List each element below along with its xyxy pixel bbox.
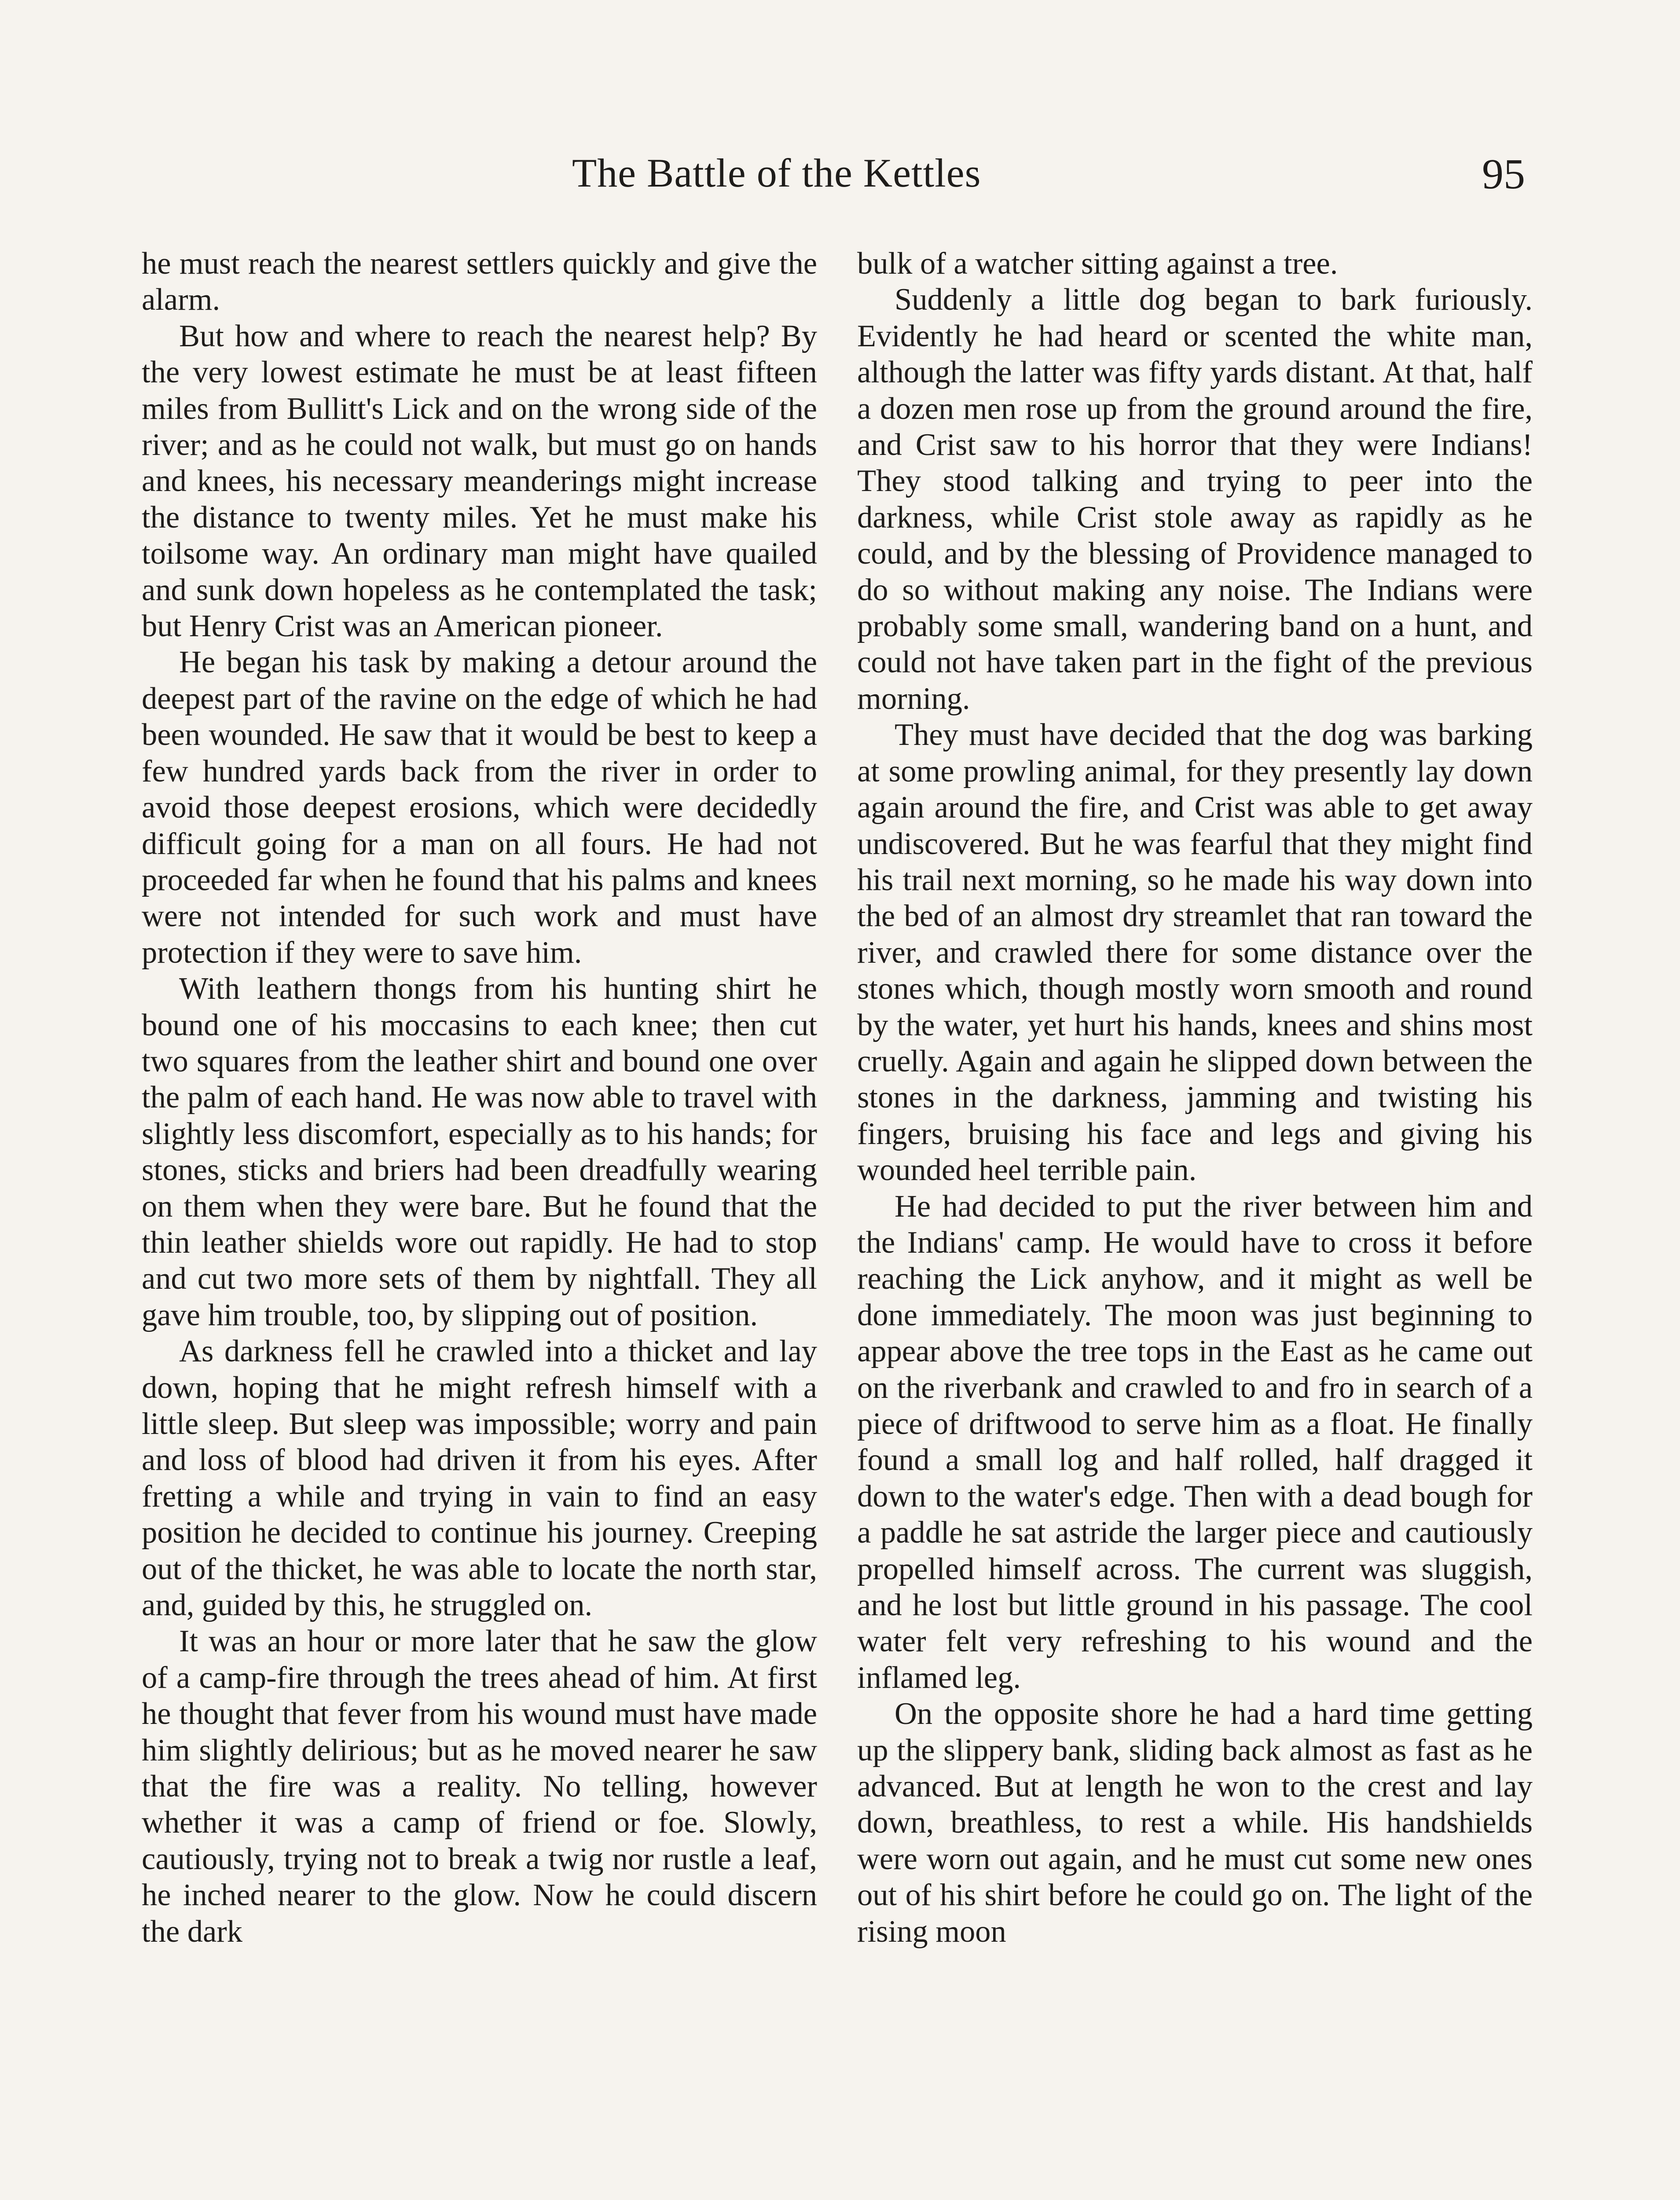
paragraph: They must have decided that the dog was barking at some prowling animal, for they presently lay down again around the fire, and Crist was able to get away undiscovered. But he was fearful that they might find his trail next morning, so he made his way down into the bed of an almost dry streamlet that ran toward the river, and crawled there for some distance over the stones which, though mostly worn smooth and round by the water, yet hurt his hands, knees and shins most cruelly. Again and again he slipped down between the stones in the darkness, jamming and twisting his fingers, bruising his face and legs and giving his wounded heel terrible pain. xyxy=(857,718,1533,1188)
paragraph: he must reach the nearest settlers quickly and give the alarm. xyxy=(142,246,817,317)
paragraph: bulk of a watcher sitting against a tree. xyxy=(857,246,1338,281)
paragraph: With leathern thongs from his hunting shirt he bound one of his moccasins to each knee; then cut two squares from the leather shirt and bound one over the palm of each hand. He was now able to travel with slightly less discomfort, especially as to his hands; for stones, sticks and briers had been dreadfully wearing on them when they were bare. But he found that the thin leather shields wore out rapidly. He had to stop and cut two more sets of them by nightfall. They all gave him trouble, too, by slipping out of position. xyxy=(142,972,817,1332)
paragraph: He had decided to put the river between him and the Indians' camp. He would have to cross it before reaching the Lick anyhow, and it might as well be done immediately. The moon was just beginning to appear above the tree tops in the East as he came out on the riverbank and crawled to and fro in search of a piece of driftwood to serve him as a float. He finally found a small log and half rolled, half dragged it down to the water's edge. Then with a dead bough for a paddle he sat astride the larger piece and cautiously propelled himself across. The current was sluggish, and he lost but little ground in his passage. The cool water felt very refreshing to his wound and the inflamed leg. xyxy=(857,1189,1533,1695)
running-title: The Battle of the Kettles xyxy=(572,150,981,195)
page-number: 95 xyxy=(1482,150,1525,198)
paragraph: Suddenly a little dog began to bark furiously. Evidently he had heard or scented the white man, although the latter was fifty yards distant. At that, half a dozen men rose up from the ground around the fire, and Crist saw to his horror that they were Indians! They stood talking and trying to peer into the darkness, while Crist stole away as rapidly as he could, and by the blessing of Providence managed to do so without making any noise. The Indians were probably some small, wandering band on a hunt, and could not have taken part in the fight of the previous morning. xyxy=(857,282,1533,716)
paragraph: It was an hour or more later that he saw the glow of a camp-fire through the trees ahead of him. At first he thought that fever from his wound must have made him slightly delirious; but as he moved nearer he saw that the fire was a reality. No telling, however whether it was a camp of friend or foe. Slowly, cautiously, trying not to break a twig nor rustle a leaf, he inched nearer to the glow. Now he could discern the dark xyxy=(142,1624,817,1949)
right-column xyxy=(857,246,1533,2200)
left-column xyxy=(142,246,817,2200)
paragraph: As darkness fell he crawled into a thicket and lay down, hoping that he might refresh himself with a little sleep. But sleep was impossible; worry and pain and loss of blood had driven it from his eyes. After fretting a while and trying in vain to find an easy position he decided to continue his journey. Creeping out of the thicket, he was able to locate the north star, and, guided by this, he struggled on. xyxy=(142,1334,817,1623)
paragraph: He began his task by making a detour around the deepest part of the ravine on the edge of which he had been wounded. He saw that it would be best to keep a few hundred yards back from the river in order to avoid those deepest erosions, which were decidedly difficult going for a man on all fours. He had not proceeded far when he found that his palms and knees were not intended for such work and must have protection if they were to save him. xyxy=(142,645,817,970)
running-head xyxy=(0,150,1680,211)
paragraph: But how and where to reach the nearest help? By the very lowest estimate he must be at least fifteen miles from Bullitt's Lick and on the wrong side of the river; and as he could not walk, but must go on hands and knees, his necessary meanderings might increase the distance to twenty miles. Yet he must make his toilsome way. An ordinary man might have quailed and sunk down hopeless as he contemplated the task; but Henry Crist was an American pioneer. xyxy=(142,319,817,644)
paragraph: On the opposite shore he had a hard time getting up the slippery bank, sliding back almost as fast as he advanced. But at length he won to the crest and lay down, breathless, to rest a while. His handshields were worn out again, and he must cut some new ones out of his shirt before he could go on. The light of the rising moon xyxy=(857,1697,1533,1949)
